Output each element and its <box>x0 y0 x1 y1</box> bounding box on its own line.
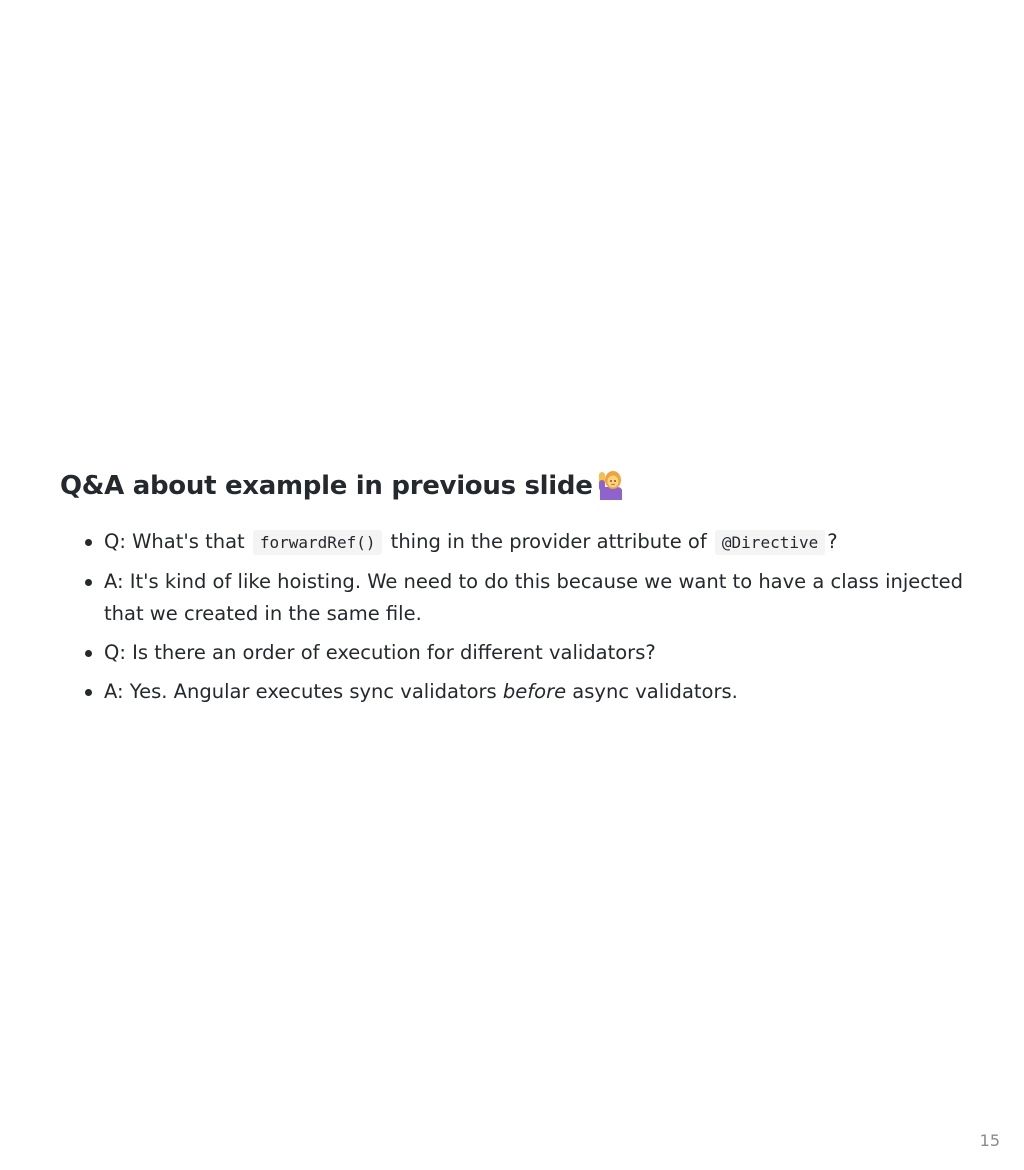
list-item <box>104 637 970 669</box>
list-item-text: thing in the provider attribute of <box>384 530 713 553</box>
list-item-text: ? <box>827 530 838 553</box>
list-item-text: A: It's kind of like hoisting. We need to do this because we want to have a class injected that we created in the same file. <box>104 570 964 625</box>
list-item-text: A: Yes. Angular executes sync validators <box>104 680 503 703</box>
list-item <box>104 566 970 630</box>
slide-heading-text: Q&A about example in previous slide <box>60 471 593 501</box>
page-number: 15 <box>979 1131 1000 1150</box>
list-item-text: async validators. <box>566 680 738 703</box>
list-item-text: Q: Is there an order of execution for different validators? <box>104 641 656 664</box>
list-item <box>104 526 970 559</box>
person-raising-hand-icon <box>597 470 625 500</box>
list-item-text: Q: What's that <box>104 530 251 553</box>
qa-list <box>60 526 970 708</box>
list-item <box>104 676 970 708</box>
slide-heading <box>60 466 970 506</box>
slide-content <box>60 466 970 715</box>
inline-code-directive: @Directive <box>715 530 825 555</box>
inline-code-forwardref: forwardRef() <box>253 530 383 555</box>
emphasis-text: before <box>502 680 567 703</box>
